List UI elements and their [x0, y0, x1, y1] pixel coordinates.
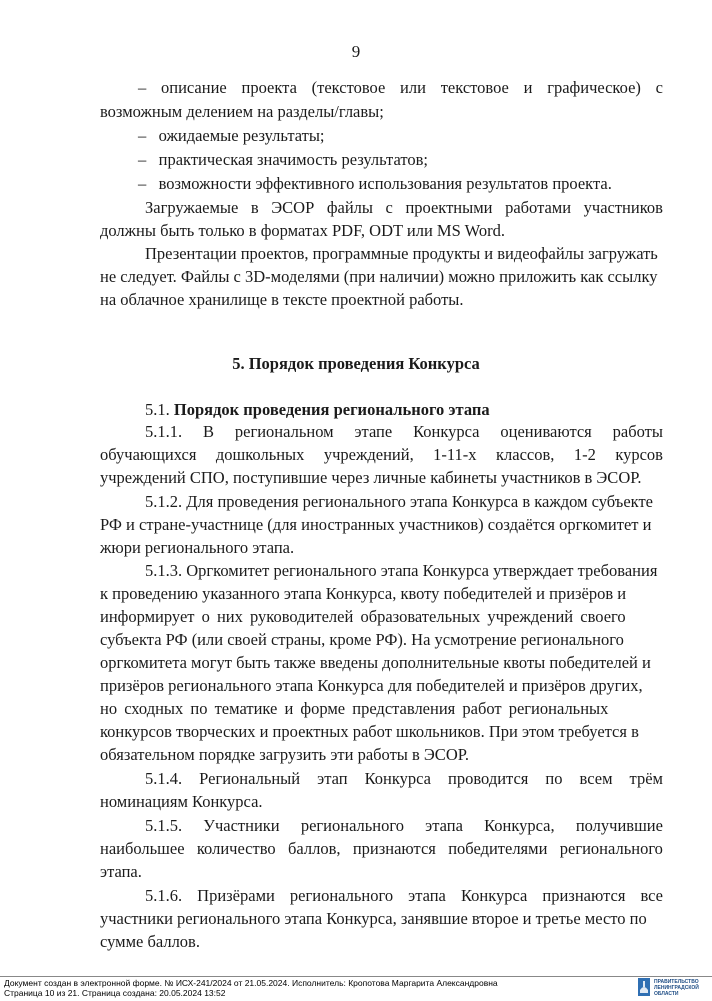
p513-line4: субъекта РФ (или своей страны, кроме РФ). На усмотрение регионального — [100, 630, 624, 649]
p513-line5: оргкомитета могут быть также введены дополнительные квоты победителей и — [100, 653, 651, 672]
p516-line1: 5.1.6. Призёрами регионального этапа Конкурса признаются все — [145, 886, 663, 905]
subsection-heading: 5.1. Порядок проведения регионального этапа — [145, 400, 490, 419]
logo-text-line2: ЛЕНИНГРАДСКОЙ — [654, 985, 699, 991]
p513-line8: конкурсов творческих и проектных работ школьников. При этом требуется в — [100, 722, 639, 741]
section-heading: 5. Порядок проведения Конкурса — [232, 354, 480, 373]
p511-line3: учреждений СПО, поступившие через личные кабинеты участников в ЭСОР. — [100, 468, 642, 487]
p513-line2: к проведению указанного этапа Конкурса, квоту победителей и призёров и — [100, 584, 627, 603]
presentation-paragraph-line2: не следует. Файлы с 3D-моделями (при наличии) можно приложить как ссылку — [100, 267, 658, 286]
list-item-significance: – практическая значимость результатов; — [138, 150, 428, 169]
page-number: 9 — [351, 42, 361, 61]
p516-line3: сумме баллов. — [100, 932, 200, 951]
p514-line2: номинациям Конкурса. — [100, 792, 263, 811]
footer-line1: Документ создан в электронной форме. № ИСХ-241/2024 от 21.05.2024. Исполнитель: Кропотова Маргарита Александровна — [4, 978, 498, 988]
list-item-description-cont: возможным делением на разделы/главы; — [100, 102, 384, 121]
list-item-description: – описание проекта (текстовое или текстовое и графическое) с — [138, 78, 663, 97]
region-emblem-icon — [638, 978, 650, 996]
p515-line3: этапа. — [100, 862, 142, 881]
p515-line2: наибольшее количество баллов, признаются победителями регионального — [100, 839, 663, 858]
logo-text-line1: ПРАВИТЕЛЬСТВО — [654, 979, 699, 985]
p515-line1: 5.1.5. Участники регионального этапа Конкурса, получившие — [145, 816, 663, 835]
p516-line2: участники регионального этапа Конкурса, занявшие второе и третье место по — [100, 909, 647, 928]
p512-line3: жюри регионального этапа. — [100, 538, 295, 557]
p513-line1: 5.1.3. Оргкомитет регионального этапа Конкурса утверждает требования — [145, 561, 658, 580]
p513-line3: информирует о них руководителей образовательных учреждений своего — [100, 607, 626, 626]
list-item-results: – ожидаемые результаты; — [138, 126, 325, 145]
p511-line1: 5.1.1. В региональном этапе Конкурса оцениваются работы — [145, 422, 663, 441]
p512-line1: 5.1.2. Для проведения регионального этапа Конкурса в каждом субъекте — [145, 492, 653, 511]
footer-divider — [0, 976, 712, 977]
government-logo — [638, 978, 708, 998]
p512-line2: РФ и стране-участнице (для иностранных участников) создаётся оргкомитет и — [100, 515, 652, 534]
p513-line7: но сходных по тематике и форме представления работ региональных — [100, 699, 609, 718]
logo-text-line3: ОБЛАСТИ — [654, 991, 679, 997]
p514-line1: 5.1.4. Региональный этап Конкурса проводится по всем трём — [145, 769, 663, 788]
presentation-paragraph-line3: на облачное хранилище в тексте проектной работы. — [100, 290, 464, 309]
list-item-usage: – возможности эффективного использования результатов проекта. — [138, 174, 612, 193]
p513-line6: призёров регионального этапа Конкурса для победителей и призёров других, — [100, 676, 643, 695]
presentation-paragraph-line1: Презентации проектов, программные продукты и видеофайлы загружать — [145, 244, 658, 263]
upload-paragraph-line2: должны быть только в форматах PDF, ODT или MS Word. — [100, 221, 505, 240]
p511-line2: обучающихся дошкольных учреждений, 1-11-х классов, 1-2 курсов — [100, 445, 663, 464]
footer-line2: Страница 10 из 21. Страница создана: 20.05.2024 13:52 — [4, 988, 226, 998]
p513-line9: обязательном порядке загрузить эти работы в ЭСОР. — [100, 745, 469, 764]
upload-paragraph-line1: Загружаемые в ЭСОР файлы с проектными работами участников — [145, 198, 663, 217]
